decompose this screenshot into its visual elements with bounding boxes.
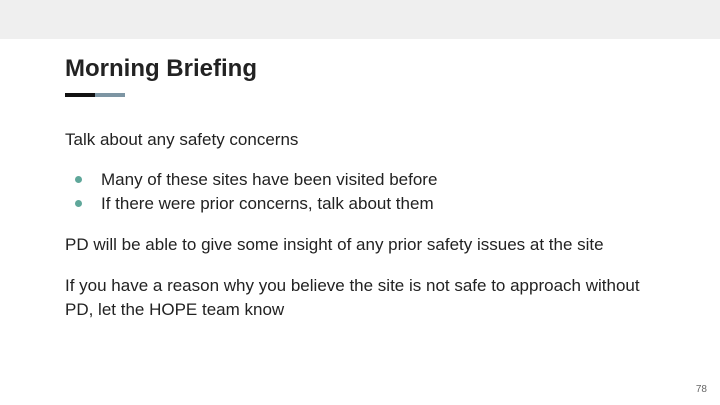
bullet-dot-icon (75, 200, 82, 207)
hope-paragraph: If you have a reason why you believe the site is not safe to approach without PD, let the HOPE team know (65, 276, 640, 319)
bullet-text: Many of these sites have been visited before (101, 170, 438, 189)
header-band (0, 0, 720, 39)
title-underline-dark-segment (65, 93, 95, 97)
title-underline-accent-segment (95, 93, 125, 97)
bullet-text: If there were prior concerns, talk about them (101, 194, 434, 213)
slide-title: Morning Briefing (65, 55, 257, 82)
bullet-list (75, 168, 437, 216)
bullet-item (75, 192, 437, 216)
title-underline (65, 93, 125, 97)
page-number: 78 (695, 384, 707, 395)
intro-text: Talk about any safety concerns (65, 130, 299, 149)
bullet-item (75, 168, 437, 192)
bullet-dot-icon (75, 176, 82, 183)
pd-paragraph: PD will be able to give some insight of any prior safety issues at the site (65, 235, 604, 254)
